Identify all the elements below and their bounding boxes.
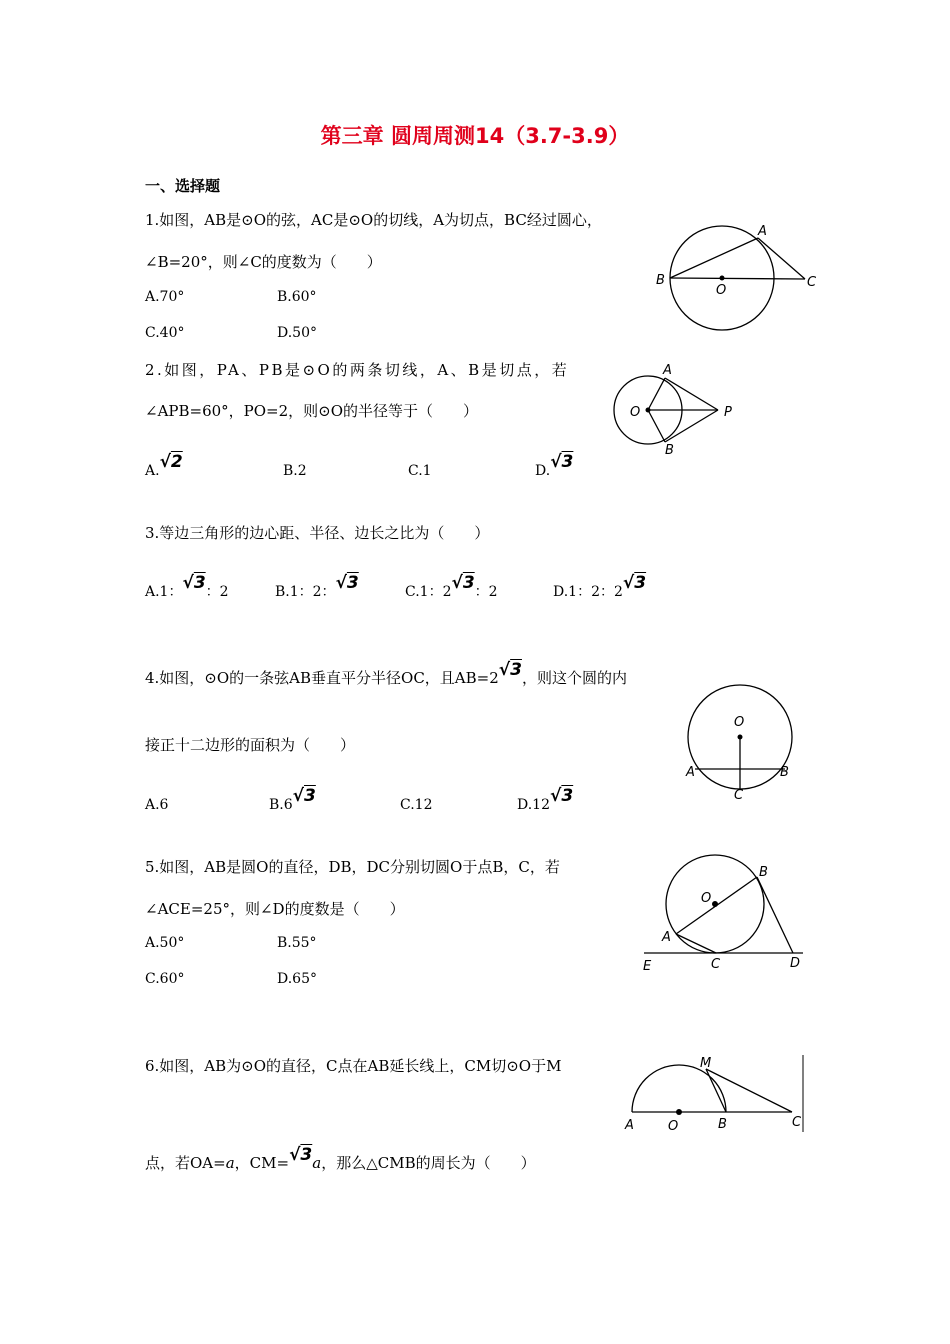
sqrt-symbol: √2 — [159, 452, 183, 472]
q2-figure — [610, 360, 750, 460]
q5-option-a: A.50° — [145, 935, 185, 951]
q6-figure — [620, 1050, 810, 1140]
q6-label-m: M — [700, 1056, 712, 1071]
q6-stem-line2 — [145, 1145, 536, 1173]
q1-option-b: B.60° — [277, 289, 317, 305]
q1-label-a: A — [758, 224, 767, 239]
q4-label-c: C — [734, 788, 744, 803]
sqrt-symbol: √3 — [550, 786, 574, 806]
q3-option-a-radicand: 3 — [193, 573, 206, 593]
q3-option-c — [405, 573, 498, 601]
q4-option-c: C.12 — [400, 797, 433, 813]
q5-stem-line2: ∠ACE=25°，则∠D的度数是（ ） — [145, 900, 405, 918]
q3-option-a-pre: A.1： — [145, 584, 183, 600]
section-heading: 一、选择题 — [145, 177, 221, 195]
q1-option-c: C.40° — [145, 325, 185, 341]
sqrt-symbol: √3 — [289, 1145, 313, 1165]
q2-label-a: A — [663, 363, 672, 378]
q4-option-a: A.6 — [145, 797, 169, 813]
q1-stem-line2: ∠B=20°，则∠C的度数为（ ） — [145, 253, 382, 271]
q4-stem-radicand: 3 — [510, 660, 522, 680]
q3-option-d-pre: D.1：2：2 — [553, 584, 623, 600]
q3-option-b-pre: B.1：2： — [275, 584, 336, 600]
q3-option-b-radicand: 3 — [346, 573, 359, 593]
sqrt-symbol: √3 — [292, 786, 316, 806]
q4-label-o: O — [734, 715, 745, 730]
q1-stem-line1: 1.如图，AB是⊙O的弦，AC是⊙O的切线，A为切点，BC经过圆心， — [145, 211, 602, 229]
sqrt-symbol: √3 — [550, 452, 574, 472]
q1-label-b: B — [656, 273, 665, 288]
sqrt-symbol: √3 — [335, 573, 359, 593]
q3-stem: 3.等边三角形的边心距、半径、边长之比为（ ） — [145, 524, 490, 542]
q4-option-b — [269, 786, 316, 813]
q5-label-d: D — [790, 956, 801, 971]
q2-label-p: P — [724, 405, 732, 420]
q3-option-c-pre: C.1：2 — [405, 584, 452, 600]
q3-option-d-radicand: 3 — [634, 573, 647, 593]
q4-stem-line1 — [145, 660, 627, 688]
q6-var-a-1: a — [225, 1154, 235, 1172]
q5-option-b: B.55° — [277, 935, 317, 951]
q2-stem-line2: ∠APB=60°，PO=2，则⊙O的半径等于（ ） — [145, 402, 479, 420]
q6-stem-line1: 6.如图，AB为⊙O的直径，C点在AB延长线上，CM切⊙O于M — [145, 1057, 562, 1075]
q2-option-a — [145, 452, 183, 479]
q5-figure — [638, 852, 818, 982]
q5-stem-line1: 5.如图，AB是圆O的直径，DB，DC分别切圆O于点B，C，若 — [145, 858, 560, 876]
q1-figure — [650, 220, 830, 340]
q6-stem-radicand: 3 — [300, 1145, 313, 1165]
q5-option-c: C.60° — [145, 971, 185, 987]
q5-label-a: A — [662, 930, 671, 945]
sqrt-symbol: √3 — [498, 660, 522, 680]
q5-label-c: C — [711, 957, 721, 972]
sqrt-symbol: √3 — [451, 573, 475, 593]
q1-label-c: C — [807, 275, 817, 290]
q4-stem-line1-pre: 4.如图，⊙O的一条弦AB垂直平分半径OC，且AB=2 — [145, 669, 499, 687]
q2-stem-line1: 2.如图，PA、PB是⊙O的两条切线，A、B是切点，若 — [145, 361, 570, 379]
q3-option-d — [553, 573, 646, 601]
q2-option-a-label: A. — [145, 463, 160, 479]
q5-option-d: D.65° — [277, 971, 317, 987]
q2-option-d-radicand: 3 — [561, 452, 574, 472]
sqrt-symbol: √3 — [182, 573, 206, 593]
q6-label-c: C — [792, 1115, 802, 1130]
q3-option-c-post: ：2 — [474, 584, 498, 600]
q5-label-b: B — [759, 865, 768, 880]
q2-option-d — [535, 452, 573, 479]
q4-option-b-radicand: 3 — [304, 786, 316, 806]
q2-option-a-radicand: 2 — [170, 452, 183, 472]
q6-stem-line2-post: ，那么△CMB的周长为（ ） — [321, 1154, 536, 1172]
q3-option-c-radicand: 3 — [462, 573, 475, 593]
q4-figure — [680, 680, 810, 810]
q2-label-b: B — [665, 443, 674, 458]
q4-option-d-pre: D.12 — [517, 797, 550, 813]
q2-option-c: C.1 — [408, 463, 432, 479]
q5-label-o: O — [701, 891, 712, 906]
q6-label-b: B — [718, 1117, 727, 1132]
q3-option-a-post: ：2 — [205, 584, 229, 600]
q4-option-d-radicand: 3 — [561, 786, 574, 806]
sqrt-symbol: √3 — [622, 573, 647, 593]
q6-var-a-2: a — [312, 1154, 322, 1172]
q4-label-b: B — [780, 765, 789, 780]
q6-label-a: A — [625, 1118, 634, 1133]
q4-label-a: A — [686, 765, 695, 780]
q2-label-o: O — [630, 405, 641, 420]
q6-stem-line2-mid: ，CM= — [234, 1154, 290, 1172]
q2-option-d-label: D. — [535, 463, 551, 479]
q2-option-b: B.2 — [283, 463, 307, 479]
q1-label-o: O — [716, 283, 727, 298]
q4-stem-line1-post: ，则这个圆的内 — [521, 669, 627, 687]
q4-option-b-pre: B.6 — [269, 797, 293, 813]
q1-option-a: A.70° — [145, 289, 185, 305]
page-title: 第三章 圆周周测14（3.7-3.9） — [320, 124, 630, 148]
q3-option-b — [275, 573, 359, 601]
q4-option-d — [517, 786, 573, 813]
q3-option-a — [145, 573, 229, 601]
q4-stem-line2: 接正十二边形的面积为（ ） — [145, 736, 356, 754]
q6-stem-line2-pre: 点，若OA= — [145, 1154, 226, 1172]
q6-label-o: O — [668, 1119, 679, 1134]
q1-option-d: D.50° — [277, 325, 317, 341]
q5-label-e: E — [643, 959, 652, 974]
